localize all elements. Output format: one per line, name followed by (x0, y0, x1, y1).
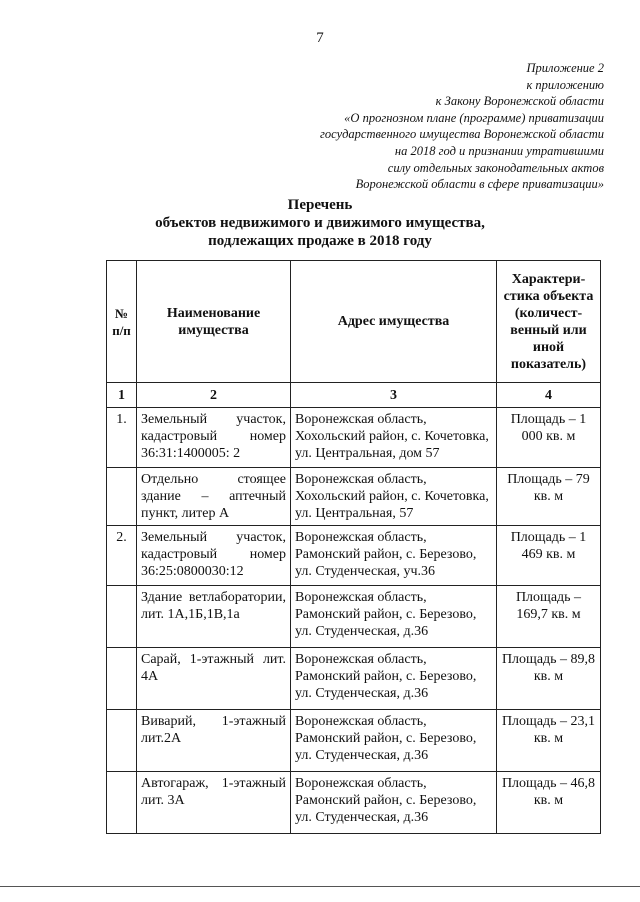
property-characteristic: Площадь – 89,8 кв. м (497, 648, 601, 710)
column-number: 4 (497, 383, 601, 408)
appendix-line: Приложение 2 (526, 61, 604, 75)
column-number: 3 (291, 383, 497, 408)
table-row (107, 648, 601, 710)
table-row (107, 408, 601, 468)
row-number: 2. (107, 526, 137, 586)
property-address: Воронежская область, Рамонский район, с. Березово, ул. Студенческая, д.36 (291, 586, 497, 648)
table-header-row (107, 261, 601, 383)
document-title (0, 196, 640, 250)
property-name: Земельный участок, кадастровый номер 36:25:0800030:12 (137, 526, 291, 586)
column-number: 1 (107, 383, 137, 408)
row-number (107, 468, 137, 526)
appendix-line: на 2018 год и признании утратившими (394, 143, 604, 158)
property-characteristic: Площадь – 79 кв. м (497, 468, 601, 526)
property-address: Воронежская область, Хохольский район, с. Кочетовка, ул. Центральная, 57 (291, 468, 497, 526)
appendix-line: к Закону Воронежской области (435, 94, 604, 109)
property-name: Виварий, 1-этажный лит.2А (137, 710, 291, 772)
column-number-row (107, 383, 601, 408)
appendix-line: «О прогнозном плане (программе) приватизации (344, 110, 604, 125)
header-name: Наименование имущества (137, 261, 291, 383)
table-row (107, 586, 601, 648)
property-characteristic: Площадь – 1 000 кв. м (497, 408, 601, 468)
appendix-line: Воронежской области в сфере приватизации» (355, 177, 604, 192)
column-number: 2 (137, 383, 291, 408)
property-name: Отдельно стоящее здание – аптечный пункт, литер А (137, 468, 291, 526)
row-number: 1. (107, 408, 137, 468)
table-row (107, 772, 601, 834)
property-address: Воронежская область, Рамонский район, с. Березово, ул. Студенческая, д.36 (291, 772, 497, 834)
property-characteristic: Площадь – 23,1 кв. м (497, 710, 601, 772)
property-characteristic: Площадь – 1 469 кв. м (497, 526, 601, 586)
table-row (107, 526, 601, 586)
table-row (107, 710, 601, 772)
row-number (107, 648, 137, 710)
property-name: Здание ветлаборатории, лит. 1А,1Б,1В,1а (137, 586, 291, 648)
property-address: Воронежская область, Рамонский район, с. Березово, ул. Студенческая, уч.36 (291, 526, 497, 586)
property-name: Автогараж, 1-этажный лит. 3А (137, 772, 291, 834)
property-address: Воронежская область, Хохольский район, с. Кочетовка, ул. Центральная, дом 57 (291, 408, 497, 468)
appendix-line: к приложению (526, 77, 604, 92)
property-name: Земельный участок, кадастровый номер 36:31:1400005: 2 (137, 408, 291, 468)
property-name: Сарай, 1-этажный лит. 4А (137, 648, 291, 710)
row-number (107, 772, 137, 834)
title-line: объектов недвижимого и движимого имущества, (155, 215, 485, 231)
table-body (107, 408, 601, 834)
property-characteristic: Площадь – 169,7 кв. м (497, 586, 601, 648)
appendix-note (274, 60, 604, 193)
header-characteristic: Характери-стика объекта (количест-венный или иной показатель) (497, 261, 601, 383)
page-number: 7 (316, 30, 324, 46)
header-address: Адрес имущества (291, 261, 497, 383)
header-number: № п/п (107, 261, 137, 383)
property-table (106, 260, 601, 834)
row-number (107, 586, 137, 648)
appendix-line: государственного имущества Воронежской области (320, 127, 604, 142)
property-address: Воронежская область, Рамонский район, с. Березово, ул. Студенческая, д.36 (291, 710, 497, 772)
title-line: подлежащих продаже в 2018 году (208, 233, 432, 249)
table-row (107, 468, 601, 526)
page-bottom-rule (0, 886, 640, 887)
row-number (107, 710, 137, 772)
title-line: Перечень (287, 197, 353, 213)
property-address: Воронежская область, Рамонский район, с. Березово, ул. Студенческая, д.36 (291, 648, 497, 710)
property-characteristic: Площадь – 46,8 кв. м (497, 772, 601, 834)
appendix-line: силу отдельных законодательных актов (387, 160, 604, 175)
